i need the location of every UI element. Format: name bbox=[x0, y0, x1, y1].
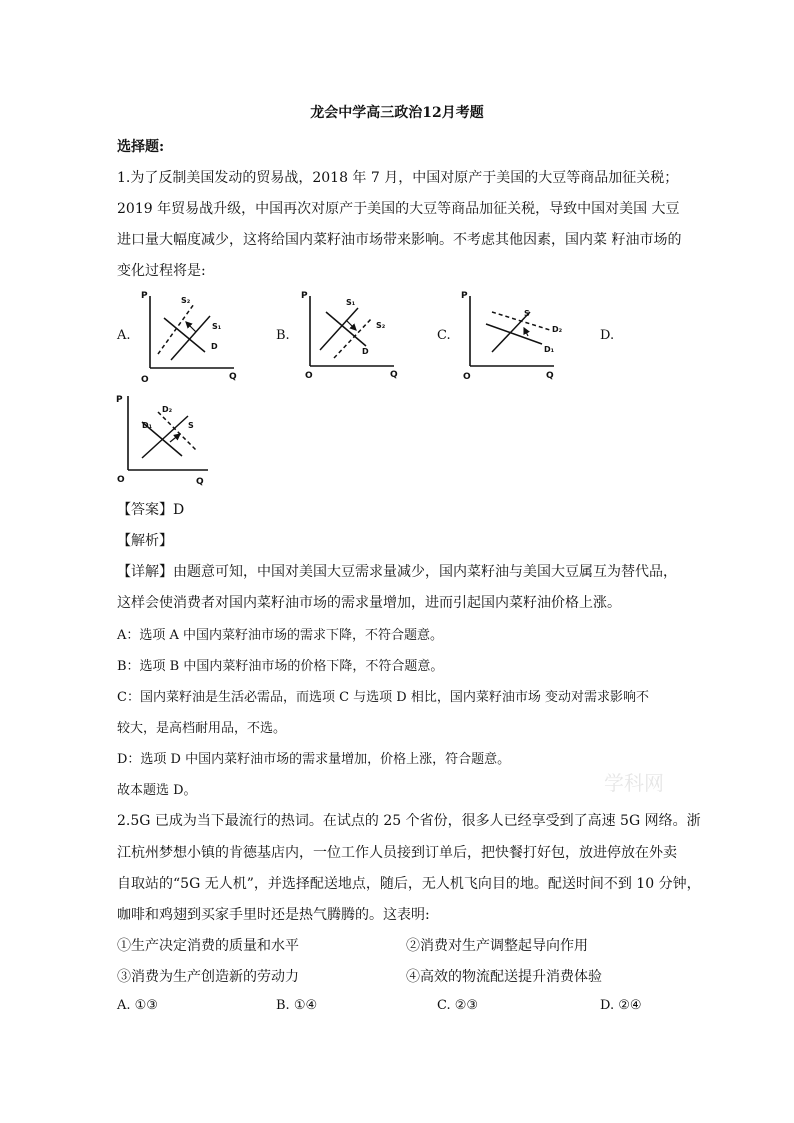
q1-analysis-5: C：国内菜籽油是生活必需品，而选项 C 与选项 D 相比，国内菜籽油市场 变动对需求影响不 bbox=[117, 690, 649, 705]
shift-arrow bbox=[524, 328, 528, 336]
label-q: Q bbox=[546, 371, 554, 381]
watermark: 学科网 bbox=[604, 771, 664, 795]
label-o: O bbox=[117, 475, 125, 485]
demand-d-line bbox=[164, 318, 205, 352]
q1-answer: 【答案】D bbox=[117, 502, 185, 518]
label-s: S bbox=[524, 309, 530, 318]
label-d: D bbox=[211, 342, 218, 351]
label-p: P bbox=[116, 395, 123, 405]
graph-c bbox=[458, 288, 568, 386]
graph-d bbox=[112, 390, 222, 488]
q1-analysis-8: 故本题选 D。 bbox=[117, 783, 197, 798]
supply-s1-line bbox=[171, 316, 210, 360]
q2-choice-c: C. ②③ bbox=[437, 998, 479, 1013]
label-d1: D₁ bbox=[142, 421, 153, 430]
q1-line-1: 1.为了反制美国发动的贸易战，2018 年 7 月，中国对原产于美国的大豆等商品加征关税； bbox=[117, 170, 679, 186]
label-p: P bbox=[301, 291, 308, 301]
q1-analysis-1: 【详解】由题意可知，中国对美国大豆需求量减少，国内菜籽油与美国大豆属互为替代品， bbox=[117, 564, 677, 580]
q2-item-2: ②消费对生产调整起导向作用 bbox=[406, 938, 588, 954]
page-title: 龙会中学高三政治12月考题 bbox=[310, 105, 484, 121]
label-s1: S₁ bbox=[346, 298, 356, 307]
label-q: Q bbox=[196, 477, 204, 487]
q1-analysis-3: A：选项 A 中国内菜籽油市场的需求下降，不符合题意。 bbox=[117, 628, 444, 643]
label-s1: S₁ bbox=[212, 322, 222, 331]
q2-item-1: ①生产决定消费的质量和水平 bbox=[117, 938, 299, 954]
option-b-label: B. bbox=[276, 328, 290, 343]
q2-item-3: ③消费为生产创造新的劳动力 bbox=[117, 969, 299, 985]
label-q: Q bbox=[390, 370, 398, 380]
label-s: S bbox=[188, 421, 194, 430]
q2-item-4: ④高效的物流配送提升消费体验 bbox=[406, 969, 602, 985]
label-o: O bbox=[463, 372, 471, 382]
shift-arrow bbox=[186, 322, 196, 332]
q1-line-2: 2019 年贸易战升级，中国再次对原产于美国的大豆等商品加征关税，导致中国对美国 大豆 bbox=[117, 201, 680, 217]
q2-line-2: 江杭州梦想小镇的肯德基店内，一位工作人员接到订单后，把快餐打好包，放进停放在外卖 bbox=[117, 845, 677, 861]
supply-s1-line bbox=[320, 308, 358, 350]
supply-s2-dashed bbox=[158, 304, 194, 354]
demand-d1-line bbox=[486, 324, 542, 344]
graph-a bbox=[138, 288, 248, 386]
label-o: O bbox=[141, 375, 149, 385]
q1-analysis-4: B：选项 B 中国内菜籽油市场的价格下降，不符合题意。 bbox=[117, 659, 444, 674]
q1-line-4: 变化过程将是: bbox=[117, 263, 206, 279]
label-d: D bbox=[362, 347, 369, 356]
label-s2: S₂ bbox=[181, 296, 191, 305]
label-p: P bbox=[141, 291, 148, 301]
option-c-label: C. bbox=[437, 328, 451, 343]
q2-choice-d: D. ②④ bbox=[600, 998, 642, 1013]
q1-analysis-6: 较大，是高档耐用品，不选。 bbox=[117, 721, 287, 736]
q1-analysis-2: 这样会使消费者对国内菜籽油市场的需求量增加，进而引起国内菜籽油价格上涨。 bbox=[117, 595, 621, 611]
demand-d-line bbox=[326, 312, 366, 346]
label-d1: D₁ bbox=[544, 345, 555, 354]
label-d2: D₂ bbox=[162, 405, 173, 414]
label-q: Q bbox=[229, 372, 237, 382]
q1-line-3: 进口量大幅度减少，这将给国内菜籽油市场带来影响。不考虑其他因素，国内菜 籽油市场的 bbox=[117, 232, 682, 248]
demand-d2-dashed bbox=[492, 312, 550, 330]
section-heading: 选择题: bbox=[117, 139, 165, 155]
q2-line-4: 咖啡和鸡翅到买家手里时还是热气腾腾的。这表明: bbox=[117, 907, 430, 923]
graph-b bbox=[298, 288, 408, 386]
option-a-label: A. bbox=[117, 328, 131, 343]
q2-line-3: 自取站的“5G 无人机”，并选择配送地点，随后，无人机飞向目的地。配送时间不到 10 分钟， bbox=[117, 876, 701, 892]
q2-choice-a: A. ①③ bbox=[117, 998, 158, 1013]
shift-arrow bbox=[346, 320, 356, 330]
label-p: P bbox=[461, 291, 468, 301]
option-d-label: D. bbox=[600, 328, 615, 343]
q2-line-1: 2.5G 已成为当下最流行的热词。在试点的 25 个省份，很多人已经享受到了高速 5G 网络。浙 bbox=[117, 813, 701, 829]
q1-analysis-heading: 【解析】 bbox=[117, 533, 173, 549]
q1-analysis-7: D：选项 D 中国内菜籽油市场的需求量增加，价格上涨，符合题意。 bbox=[117, 752, 511, 767]
supply-s-line bbox=[492, 312, 530, 352]
demand-d2-dashed bbox=[158, 412, 196, 450]
label-d2: D₂ bbox=[552, 325, 563, 334]
shift-arrow bbox=[170, 434, 180, 442]
q2-choice-b: B. ①④ bbox=[276, 998, 318, 1013]
label-s2: S₂ bbox=[376, 321, 386, 330]
label-o: O bbox=[305, 371, 313, 381]
